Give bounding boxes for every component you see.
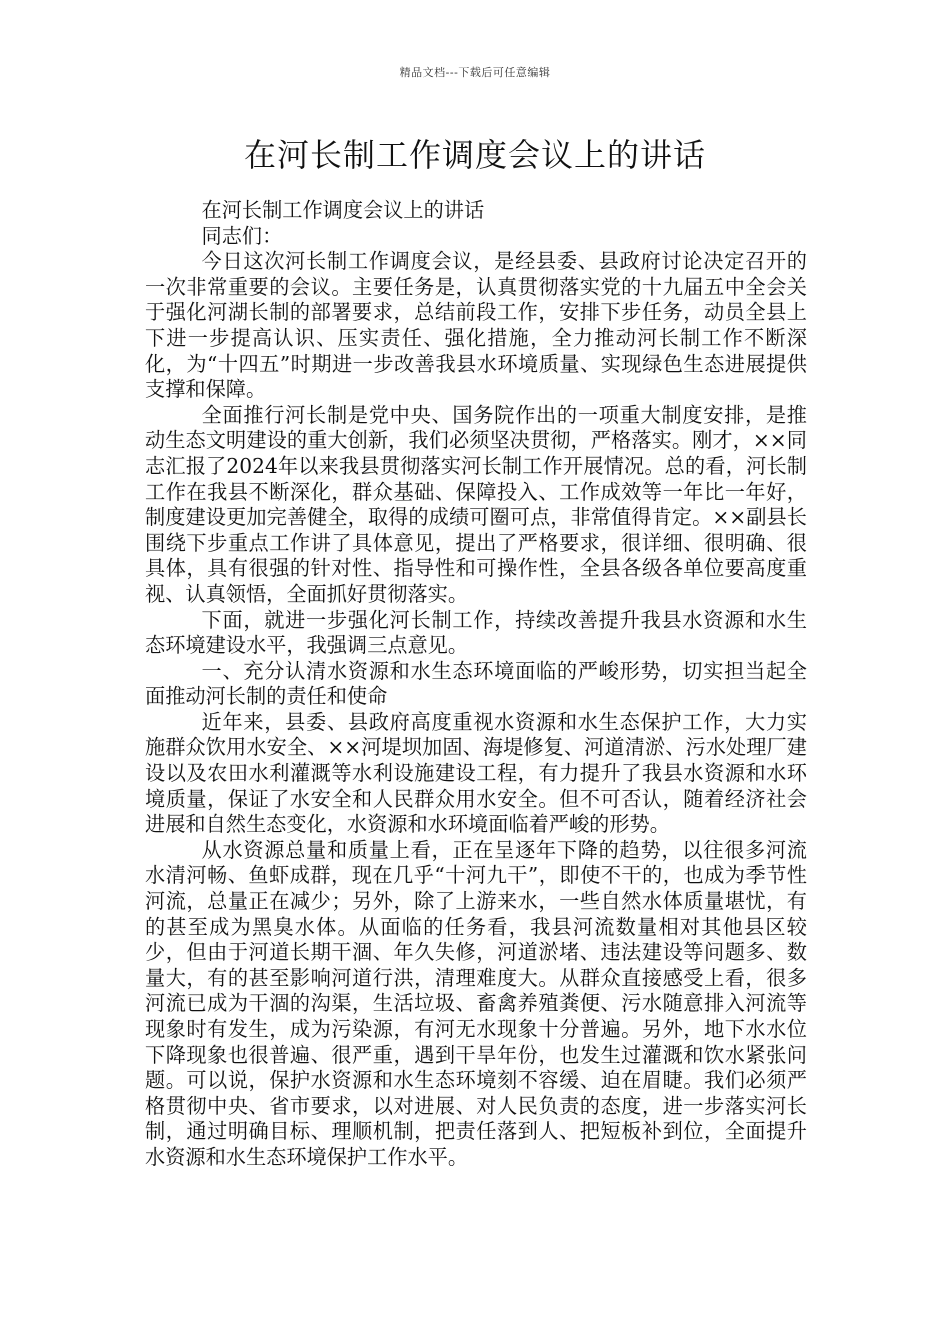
paragraph-intro-points: 下面，就进一步强化河长制工作，持续改善提升我县水资源和水生态环境建设水平，我强调三点意见。: [145, 607, 807, 658]
document-body: [145, 198, 807, 1171]
document-subtitle: 在河长制工作调度会议上的讲话: [201, 198, 485, 222]
salutation: 同志们：: [201, 223, 283, 248]
paragraph-situation: 从水资源总量和质量上看，正在呈逐年下降的趋势，以往很多河流水清河畅、鱼虾成群，现在几乎“十河九干”，即使不干的，也成为季节性河流，总量正在减少；另外，除了上游来水，一些自然水体质量堪忧，有的甚至成为黑臭水体。从面临的任务看，我县河流数量相对其他县区较少，但由于河道长期干涸、年久失修，河道淤堵、违法建设等问题多、数量大，有的甚至影响河道行洪，清理难度大。从群众直接感受上看，很多河流已成为干涸的沟渠，生活垃圾、畜禽养殖粪便、污水随意排入河流等现象时有发生，成为污染源，有河无水现象十分普遍。另外，地下水水位下降现象也很普遍、很严重，遇到干旱年份，也发生过灌溉和饮水紧张问题。可以说，保护水资源和水生态环境刻不容缓、迫在眉睫。我们必须严格贯彻中央、省市要求，以对进展、对人民负责的态度，进一步落实河长制，通过明确目标、理顺机制，把责任落到人、把短板补到位，全面提升水资源和水生态环境保护工作水平。: [145, 837, 807, 1169]
document-title: 在河长制工作调度会议上的讲话: [243, 136, 706, 174]
paragraph-recent-work: 近年来，县委、县政府高度重视水资源和水生态保护工作，大力实施群众饮用水安全、××河堤坝加固、海堤修复、河道清淤、污水处理厂建设以及农田水利灌溉等水利设施建设工程，有力提升了我县水资源和水环境质量，保证了水安全和人民群众用水安全。但不可否认，随着经济社会进展和自然生态变化，水资源和水环境面临着严峻的形势。: [145, 709, 807, 837]
paragraph-opening: 今日这次河长制工作调度会议，是经县委、县政府讨论决定召开的一次非常重要的会议。主要任务是，认真贯彻落实党的十九届五中全会关于强化河湖长制的部署要求，总结前段工作，安排下步任务，动员全县上下进一步提高认识、压实责任、强化措施，全力推动河长制工作不断深化，为“十四五”时期进一步改善我县水环境质量、实现绿色生态进展提供支撑和保障。: [145, 249, 807, 402]
section-heading-one: 一、充分认清水资源和水生态环境面临的严峻形势，切实担当起全面推动河长制的责任和使命: [145, 658, 807, 709]
paragraph-background: 全面推行河长制是党中央、国务院作出的一项重大制度安排，是推动生态文明建设的重大创新，我们必须坚决贯彻，严格落实。刚才，××同志汇报了2024年以来我县贯彻落实河长制工作开展情况。总的看，河长制工作在我县不断深化，群众基础、保障投入、工作成效等一年比一年好，制度建设更加完善健全，取得的成绩可圈可点，非常值得肯定。××副县长围绕下步重点工作讲了具体意见，提出了严格要求，很详细、很明确、很具体，具有很强的针对性、指导性和可操作性，全县各级各单位要高度重视、认真领悟，全面抓好贯彻落实。: [145, 402, 807, 606]
header-note: 精品文档---下载后可任意编辑: [399, 66, 551, 79]
